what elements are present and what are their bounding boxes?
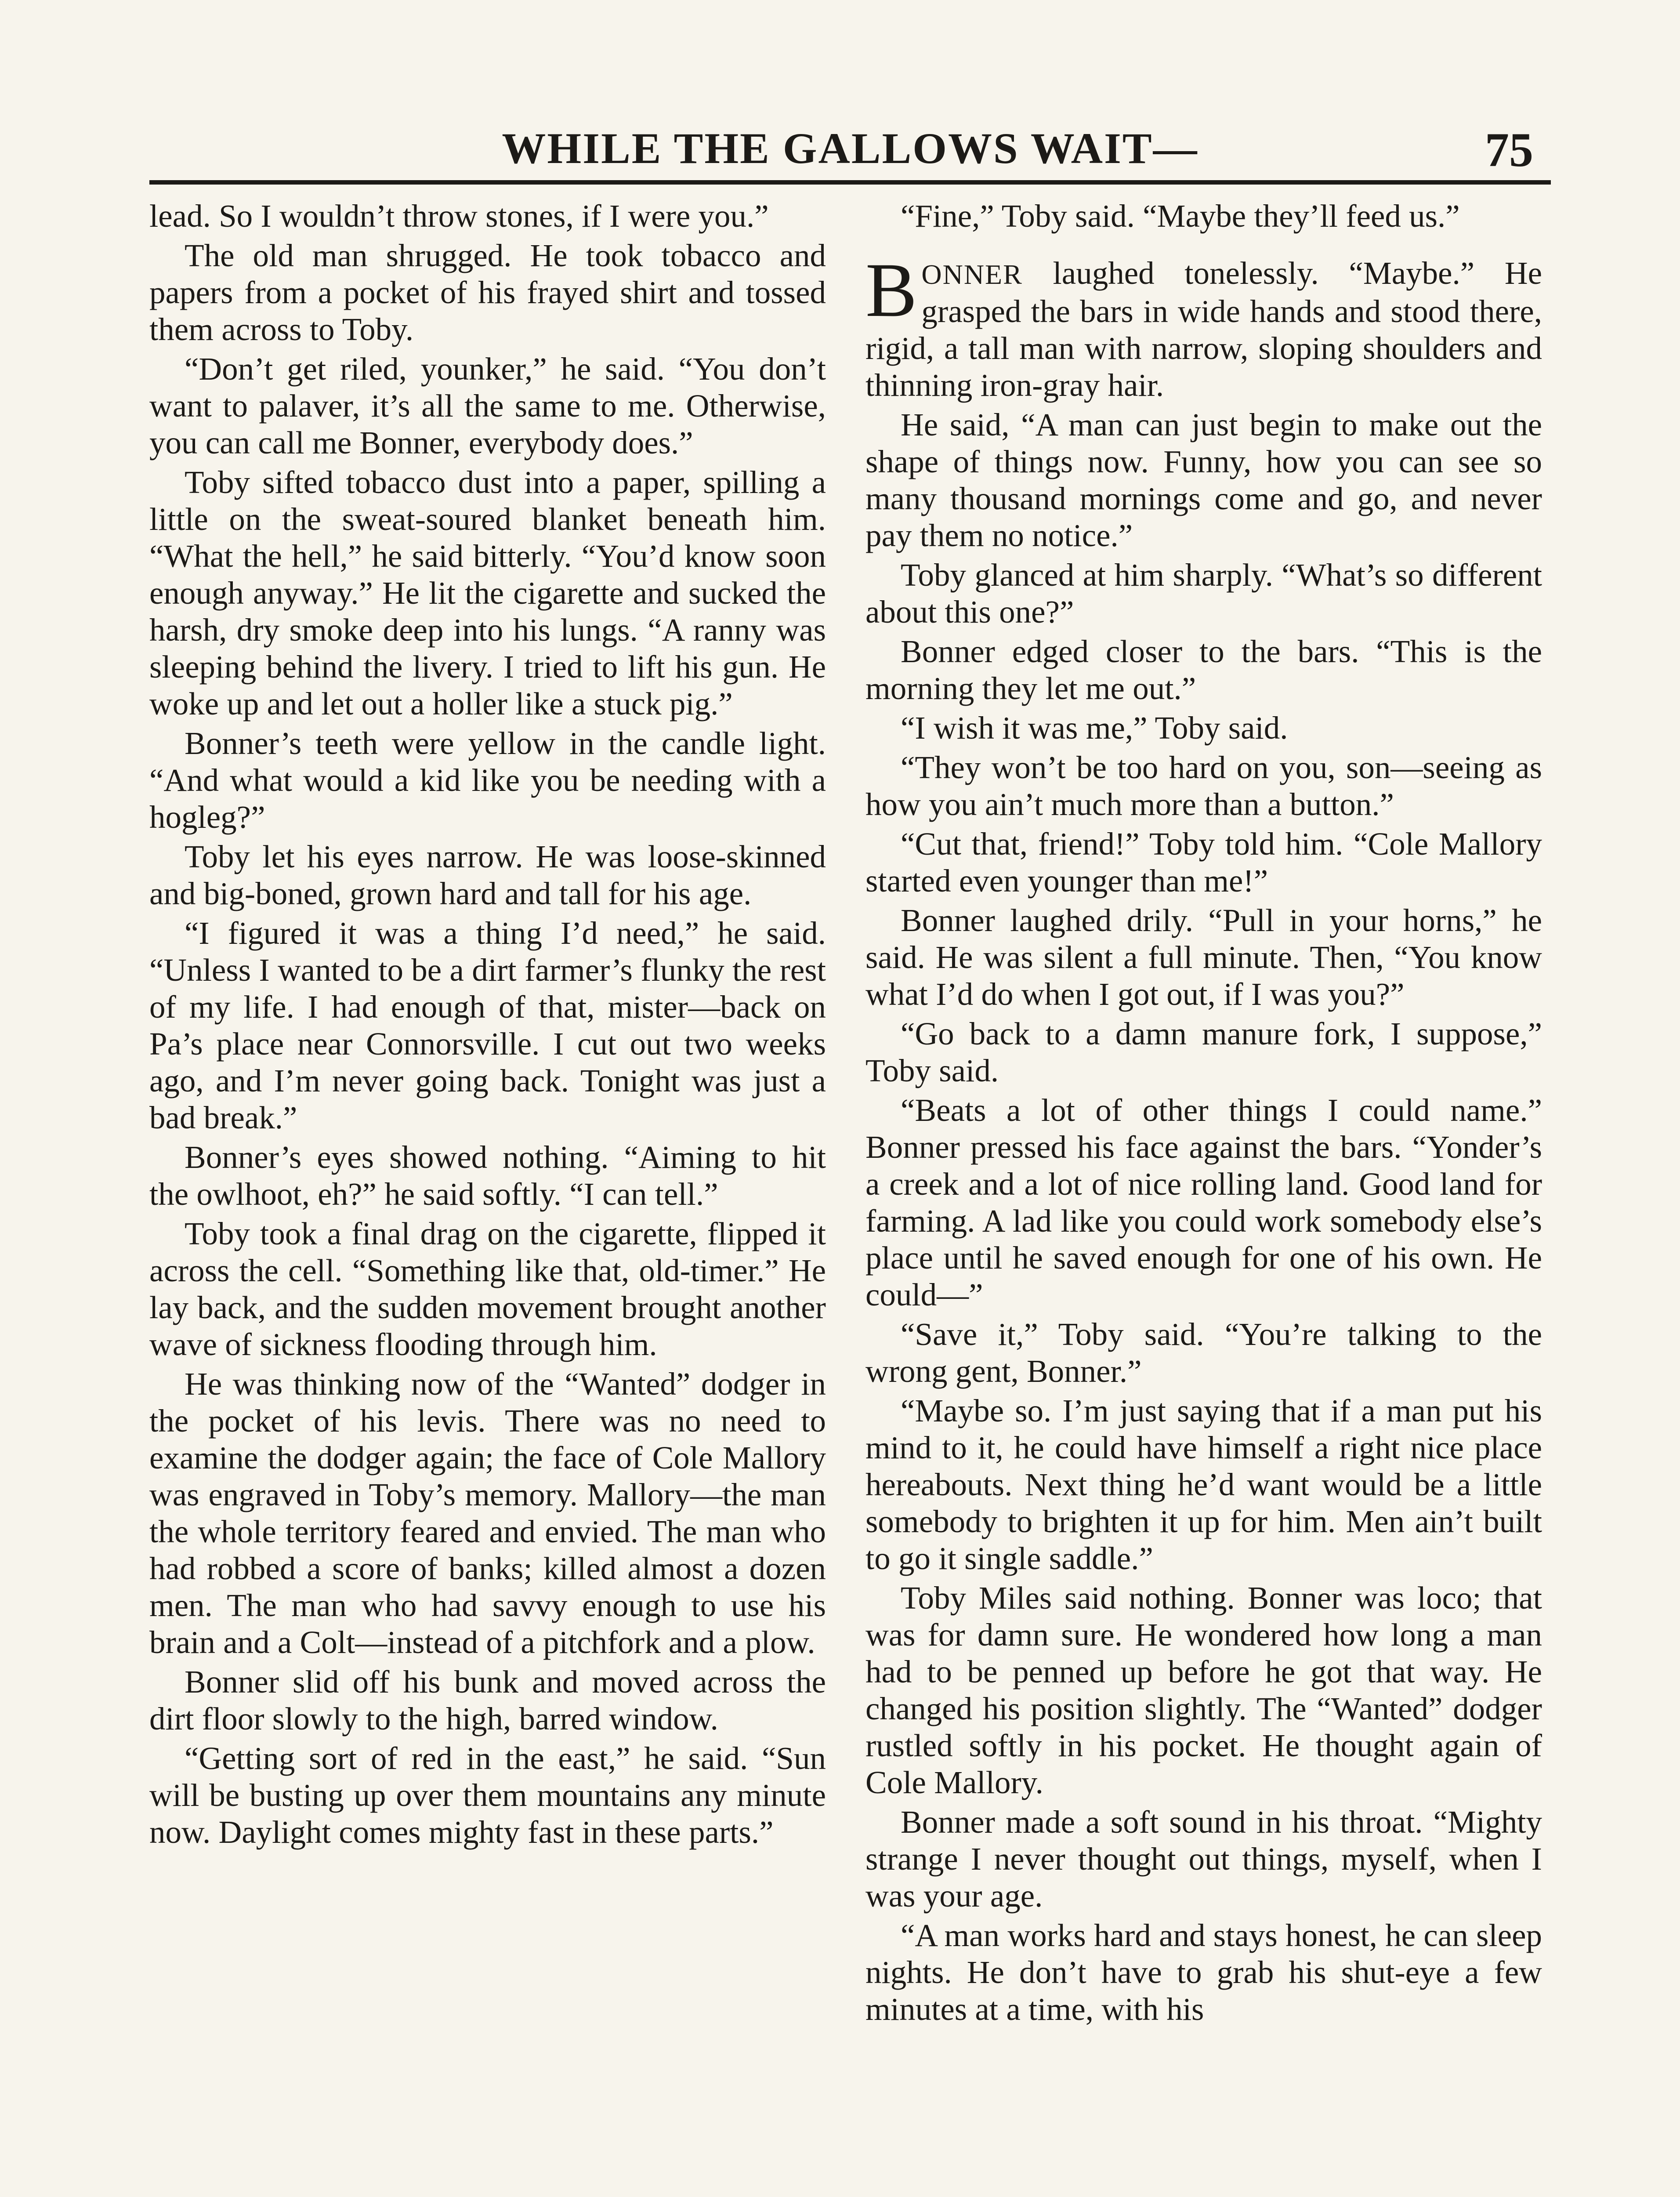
- paragraph: He was thinking now of the “Wanted” dodger in the pocket of his levis. There was no need to examine the dodger again; the face of Cole Mallory was engraved in Toby’s memory. Mallory—the man the whole territory feared and envied. The man who had robbed a score of banks; killed almost a dozen men. The man who had savvy enough to use his brain and a Colt—instead of a pitchfork and a plow.: [149, 1366, 826, 1660]
- paragraph: “I figured it was a thing I’d need,” he said. “Unless I wanted to be a dirt farmer’s flunky the rest of my life. I had enough of that, mister—back on Pa’s place near Connorsville. I cut out two weeks ago, and I’m never going back. Tonight was just a bad break.”: [149, 915, 826, 1135]
- paragraph: Toby sifted tobacco dust into a paper, spilling a little on the sweat-soured blanket beneath him. “What the hell,” he said bitterly. “You’d know soon enough anyway.” He lit the cigarette and sucked the harsh, dry smoke deep into his lungs. “A ranny was sleeping behind the livery. I tried to lift his gun. He woke up and let out a holler like a stuck pig.”: [149, 464, 826, 721]
- drop-cap: B: [865, 247, 917, 333]
- paragraph: Bonner’s eyes showed nothing. “Aiming to hit the owlhoot, eh?” he said softly. “I can tell.”: [149, 1139, 826, 1212]
- paragraph: Bonner made a soft sound in his throat. “Mighty strange I never thought out things, myself, when I was your age.: [865, 1804, 1542, 1914]
- paragraph: “Getting sort of red in the east,” he said. “Sun will be busting up over them mountains any minute now. Daylight comes mighty fast in these parts.”: [149, 1740, 826, 1850]
- paragraph: Bonner laughed drily. “Pull in your horns,” he said. He was silent a full minute. Then, “You know what I’d do when I got out, if I was you?”: [865, 903, 1542, 1012]
- right-column: [865, 198, 1542, 2197]
- paragraph: Toby Miles said nothing. Bonner was loco; that was for damn sure. He wondered how long a man had to be penned up before he got that way. He changed his position slightly. The “Wanted” dodger rustled softly in his pocket. He thought again of Cole Mallory.: [865, 1580, 1542, 1800]
- paragraph: “Don’t get riled, younker,” he said. “You don’t want to palaver, it’s all the same to me. Otherwise, you can call me Bonner, everybody does.”: [149, 351, 826, 460]
- paragraph: “Go back to a damn manure fork, I suppose,” Toby said.: [865, 1016, 1542, 1088]
- paragraph: The old man shrugged. He took tobacco and papers from a pocket of his frayed shirt and tossed them across to Toby.: [149, 238, 826, 347]
- page-header: [149, 110, 1551, 180]
- section-start-text: laughed tonelessly. “Maybe.” He grasped the bars in wide hands and stood there, rigid, a tall man with narrow, sloping shoulders and thinning iron-gray hair.: [865, 255, 1542, 403]
- paragraph: “Fine,” Toby said. “Maybe they’ll feed us.”: [901, 198, 1460, 234]
- paragraph: Bonner slid off his bunk and moved across the dirt floor slowly to the high, barred window.: [149, 1664, 826, 1737]
- paragraph: “A man works hard and stays honest, he can sleep nights. He don’t have to grab his shut-eye a few minutes at a time, with his: [865, 1918, 1542, 2027]
- left-column: [149, 198, 826, 2197]
- paragraph: “Cut that, friend!” Toby told him. “Cole Mallory started even younger than me!”: [865, 826, 1542, 899]
- paragraph: “Beats a lot of other things I could name.” Bonner pressed his face against the bars. “Yonder’s a creek and a lot of nice rolling land. Good land for farming. A lad like you could work somebody else’s place until he saved enough for one of his own. He could—”: [865, 1092, 1542, 1312]
- paragraph: Toby took a final drag on the cigarette, flipped it across the cell. “Something like that, old-timer.” He lay back, and the sudden movement brought another wave of sickness flooding through him.: [149, 1216, 826, 1362]
- paragraph: “They won’t be too hard on you, son—seeing as how you ain’t much more than a button.”: [865, 750, 1542, 822]
- paragraph: Bonner edged closer to the bars. “This is the morning they let me out.”: [865, 634, 1542, 706]
- paragraph: “I wish it was me,” Toby said.: [901, 710, 1288, 746]
- paragraph: lead. So I wouldn’t throw stones, if I were you.”: [149, 198, 769, 234]
- running-title: WHILE THE GALLOWS WAIT—: [502, 124, 1198, 173]
- paragraph: “Maybe so. I’m just saying that if a man put his mind to it, he could have himself a right nice place hereabouts. Next thing he’d want would be a little somebody to brighten it up for him. Men ain’t built to go it single saddle.”: [865, 1393, 1542, 1576]
- paragraph: Bonner’s teeth were yellow in the candle light. “And what would a kid like you be needing with a hogleg?”: [149, 725, 826, 835]
- paragraph: He said, “A man can just begin to make out the shape of things now. Funny, how you can see so many thousand mornings come and go, and never pay them no notice.”: [865, 407, 1542, 553]
- page-number: 75: [1485, 123, 1533, 177]
- paragraph: Toby let his eyes narrow. He was loose-skinned and big-boned, grown hard and tall for his age.: [149, 839, 826, 911]
- drop-cap-word: ONNER: [921, 259, 1023, 290]
- paragraph: Toby glanced at him sharply. “What’s so different about this one?”: [865, 557, 1542, 630]
- header-rule: [149, 180, 1551, 185]
- section-start-paragraph: [865, 247, 1542, 404]
- paragraph: “Save it,” Toby said. “You’re talking to the wrong gent, Bonner.”: [865, 1316, 1542, 1389]
